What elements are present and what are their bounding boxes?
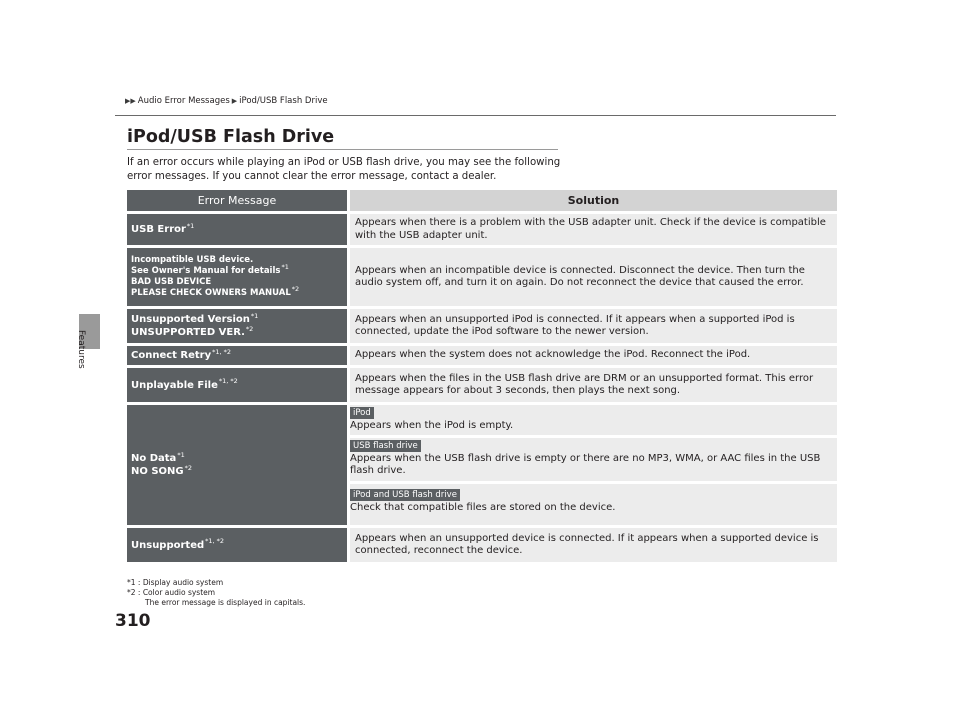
solution-subcells xyxy=(350,405,837,525)
footnote-2: *2 : Color audio system xyxy=(127,588,216,597)
header-solution: Solution xyxy=(350,190,837,211)
table-row-unsupported xyxy=(127,528,837,562)
table-row-usb-error xyxy=(127,214,837,245)
error-message-cell: USB Error$^{*1}$ xyxy=(127,214,347,245)
arrow-icon: ▶ xyxy=(231,97,238,105)
page-number: 310 xyxy=(115,611,151,631)
double-arrow-icon: ▶▶ xyxy=(125,97,136,105)
table-row-unplayable xyxy=(127,368,837,402)
table-row-no-data xyxy=(127,405,837,525)
tag-usb-flash-drive: USB flash drive xyxy=(350,440,421,452)
solution-cell: Appears when the system does not acknowledge the iPod. Reconnect the iPod. xyxy=(350,346,837,365)
error-message-cell: Unsupported$^{*1, *2}$ xyxy=(127,528,347,562)
solution-cell: Appears when the files in the USB flash drive are DRM or an unsupported format. This error message appears for about 3 seconds, then plays the next song. xyxy=(350,368,837,402)
tag-ipod: iPod xyxy=(350,407,374,419)
header-error-message: Error Message xyxy=(127,190,347,211)
solution-text: Appears when the iPod is empty. xyxy=(350,419,514,431)
error-message-cell: Connect Retry$^{*1, *2}$ xyxy=(127,346,347,365)
solution-subcell-both xyxy=(350,484,837,525)
footnotes xyxy=(127,578,305,608)
section-label: Features xyxy=(76,330,86,369)
footnote-1: *1 : Display audio system xyxy=(127,578,224,587)
breadcrumb xyxy=(125,96,328,106)
table-row-incompatible xyxy=(127,248,837,306)
footnote-2-detail: The error message is displayed in capitals. xyxy=(145,598,306,607)
solution-subcell-usb xyxy=(350,438,837,481)
error-message-cell: Unsupported Version$^{*1}$ UNSUPPORTED VER.$^{*2}$ xyxy=(127,309,347,343)
breadcrumb-part2[interactable]: iPod/USB Flash Drive xyxy=(239,96,328,106)
tag-ipod-and-usb: iPod and USB flash drive xyxy=(350,489,460,501)
breadcrumb-part1[interactable]: Audio Error Messages xyxy=(137,96,230,106)
solution-subcell-ipod xyxy=(350,405,837,435)
title-rule xyxy=(127,149,558,150)
table-header xyxy=(127,190,837,211)
table-row-connect-retry xyxy=(127,346,837,365)
solution-cell: Appears when there is a problem with the USB adapter unit. Check if the device is compatible with the USB adapter unit. xyxy=(350,214,837,245)
solution-text: Check that compatible files are stored on the device. xyxy=(350,501,616,513)
error-message-cell: No Data$^{*1}$ NO SONG$^{*2}$ xyxy=(127,405,347,525)
header-rule xyxy=(115,115,836,116)
solution-cell: Appears when an unsupported iPod is connected. If it appears when a supported iPod is connected, update the iPod software to the newer version. xyxy=(350,309,837,343)
solution-cell: Appears when an unsupported device is connected. If it appears when a supported device is connected, reconnect the device. xyxy=(350,528,837,562)
error-message-cell: Unplayable File$^{*1, *2}$ xyxy=(127,368,347,402)
solution-cell: Appears when an incompatible device is connected. Disconnect the device. Then turn the audio system off, and turn it on again. Do not reconnect the device that caused the error. xyxy=(350,248,837,306)
error-message-cell: Incompatible USB device. See Owner's Manual for details$^{*1}$ BAD USB DEVICE PLEASE CHECK OWNERS MANUAL$^{*2}$ xyxy=(127,248,347,306)
table-row-unsupported-version xyxy=(127,309,837,343)
intro-text: If an error occurs while playing an iPod or USB flash drive, you may see the following error messages. If you cannot clear the error message, contact a dealer. xyxy=(127,157,561,182)
solution-text: Appears when the USB flash drive is empty or there are no MP3, WMA, or AAC files in the USB flash drive. xyxy=(350,452,821,476)
error-table xyxy=(127,190,837,565)
page-title: iPod/USB Flash Drive xyxy=(127,127,335,147)
